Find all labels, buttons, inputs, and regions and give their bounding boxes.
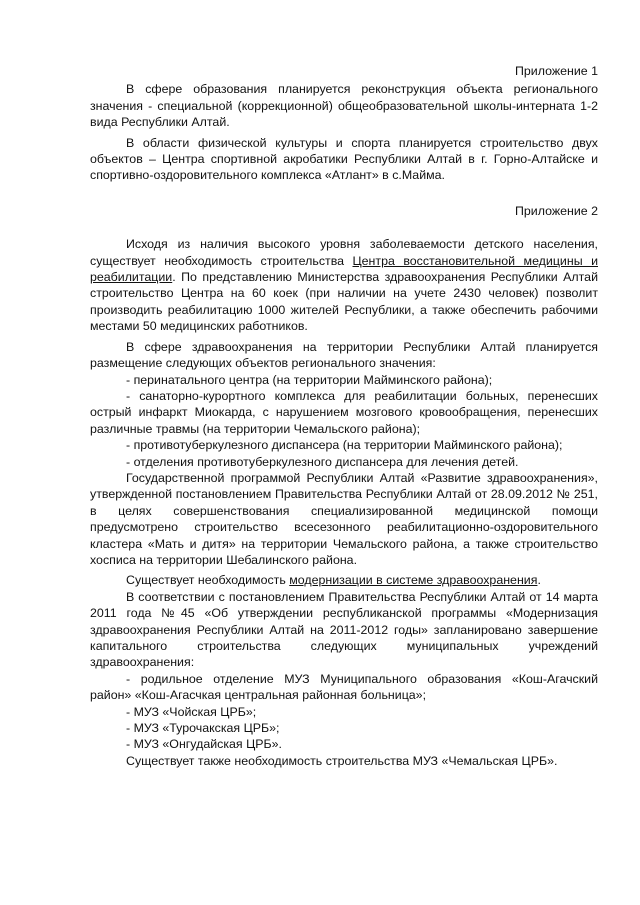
rehab-center-paragraph (90, 236, 598, 334)
appendix-1-heading: Приложение 1 (514, 64, 598, 78)
list-item: - перинатального центра (на территории Майминского района); (126, 372, 493, 387)
modernization-text-end: . (537, 573, 541, 588)
rehab-text-start: Исходя из наличия высокого уровня заболеваемости детского населения, существует необходимость строительства (90, 237, 598, 268)
document-content (90, 63, 598, 769)
list-item: - родильное отделение МУЗ Муниципального образования «Кош-Агачский район» «Кош-Агасчкая центральная районная больница»; (90, 671, 598, 703)
list-item: - МУЗ «Онгудайская ЦРБ». (126, 737, 282, 752)
healthcare-objects-paragraph: В сфере здравоохранения на территории Республики Алтай планируется размещение следующих объектов регионального значения: (90, 339, 598, 371)
list-item: - МУЗ «Турочакская ЦРБ»; (126, 721, 280, 736)
list-item: - противотуберкулезного диспансера (на территории Майминского района); (126, 438, 563, 453)
state-program-paragraph: Государственной программой Республики Алтай «Развитие здравоохранения», утвержденной постановлением Правительства Республики Алтай от 28.09.2012 № 251, в целях совершенствования специализированной медицинской помощи предусмотрено строительство всесезонного реабилитационно-оздоровительного кластера «Мать и дитя» на территории Чемальского района, а также строительство хосписа на территории Шебалинского района. (90, 470, 598, 567)
appendix-2-heading: Приложение 2 (514, 203, 598, 218)
list-item: - санаторно-курортного комплекса для реабилитации больных, перенесших острый инфаркт Миокарда, с нарушением мозгового кровообращения, перенесших различные травмы (на территории Чемальского района); (90, 388, 598, 436)
rehab-center-link: Центра восстановительной медицины и реабилитации (90, 253, 598, 285)
modernization-paragraph (90, 572, 598, 588)
sports-paragraph: В области физической культуры и спорта планируется строительство двух объектов – Центра спортивной акробатики Республики Алтай в г. Горно-Алтайске и спортивно-оздоровительного комплекса «Атлант» в с.Майма. (90, 135, 598, 183)
modernization-text-start: Существует необходимость (126, 573, 290, 588)
final-paragraph: Существует также необходимость строительства МУЗ «Чемальская ЦРБ». (126, 753, 558, 768)
list-item: - отделения противотуберкулезного диспансера для лечения детей. (126, 454, 519, 469)
modernization-link: модернизации в системе здравоохранения (289, 573, 538, 588)
rehab-text-end: . По представлению Министерства здравоохранения Республики Алтай строительство Центра на 60 коек (при наличии на учете 2430 человек) позволит производить реабилитацию 1000 жителей Республики, а также обеспечить рабочими местами 50 медицинских работников. (90, 270, 598, 334)
resolution-paragraph: В соответствии с постановлением Правительства Республики Алтай от 14 марта 2011 года №45 «Об утверждении республиканской программы «Модернизация здравоохранения Республики Алтай на 2011-2012 годы» запланировано завершение капитального строительства следующих муниципальных учреждений здравоохранения: (90, 589, 598, 670)
education-paragraph: В сфере образования планируется реконструкция объекта регионального значения - специальной (коррекционной) общеобразовательной школы-интерната 1-2 вида Республики Алтай. (90, 82, 598, 130)
list-item: - МУЗ «Чойская ЦРБ»; (126, 704, 257, 719)
